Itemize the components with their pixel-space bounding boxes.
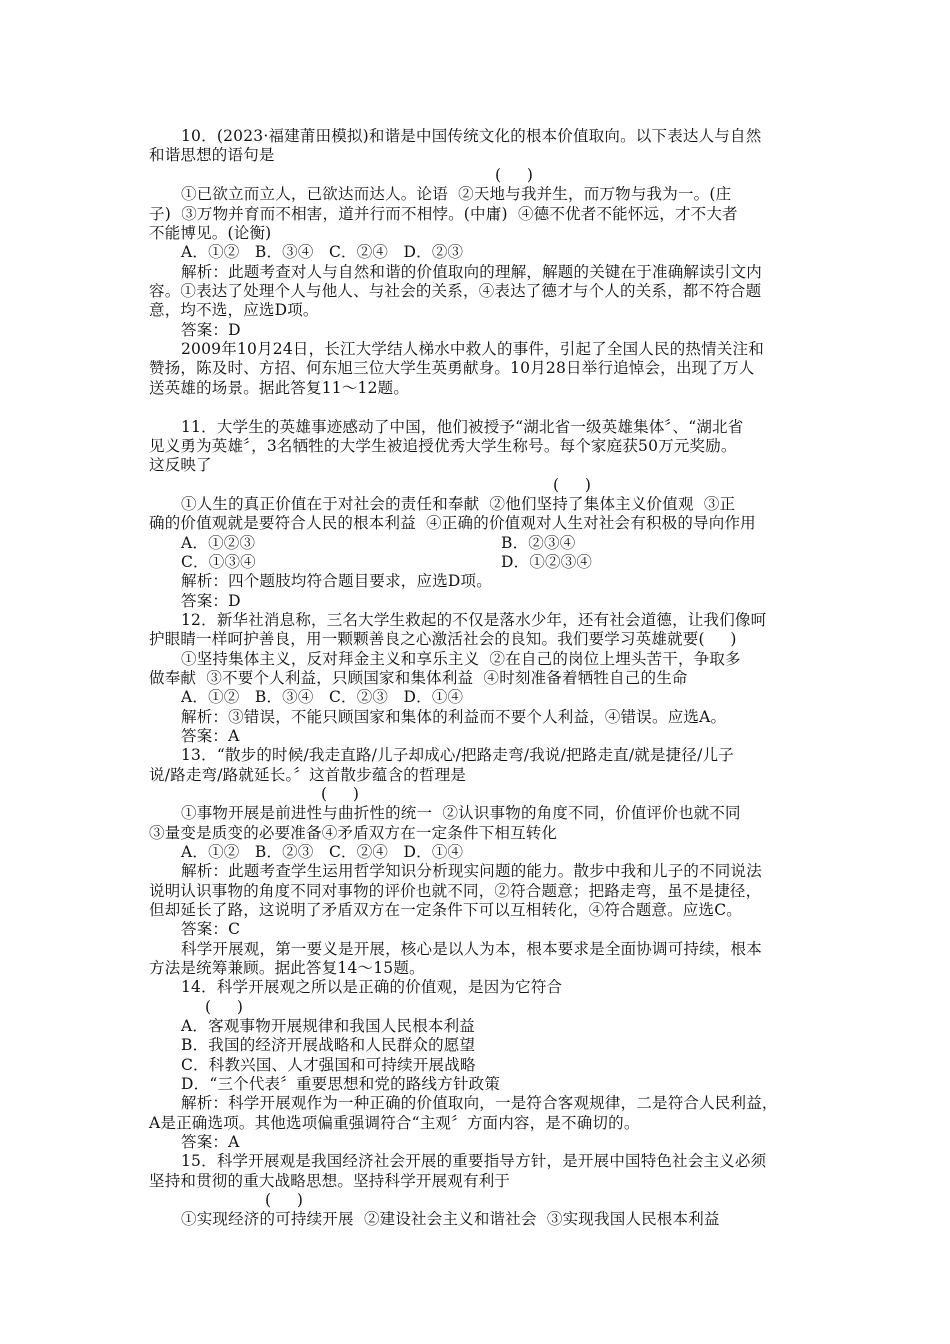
q12-options-line-1: ①坚持集体主义，反对拜金主义和享乐主义 ②在自己的岗位上埋头苦干，争取多: [181, 650, 741, 668]
q15-options-line-1: ①实现经济的可持续开展 ②建设社会主义和谐社会 ③实现我国人民根本利益: [181, 1210, 720, 1228]
q13-analysis-line-3: 但却延长了路，这说明了矛盾双方在一定条件下可以互相转化，④符合题意。应选C。: [149, 901, 742, 919]
q14-option-a: A．客观事物开展规律和我国人民根本利益: [181, 1017, 475, 1035]
q13-choices: A．①② B．②③ C．②④ D．①④: [181, 843, 464, 861]
q12-choices: A．①② B．③④ C．②③ D．①④: [181, 688, 464, 706]
q15-stem-line-2: 坚持和贯彻的重大战略思想。坚持科学开展观有利于: [149, 1172, 511, 1190]
q10-options-line-3: 不能博见。(论衡): [149, 224, 272, 242]
q15-answer-blank: ( ): [265, 1191, 304, 1209]
q12-options-line-2: 做奉献 ③不要个人利益，只顾国家和集体利益 ④时刻准备着牺牲自己的生命: [149, 669, 688, 687]
q11-choice-c: C．①③④: [181, 553, 256, 571]
q13-analysis-line-2: 说明认识事物的角度不同对事物的评价也就不同，②符合题意；把路走弯，虽不是捷径，: [149, 882, 762, 900]
q10-answer-blank: ( ): [495, 166, 534, 184]
q14-stem: 14．科学开展观之所以是正确的价值观，是因为它符合: [181, 978, 563, 996]
q10-options-line-2: 子) ③万物并育而不相害，道并行而不相悖。(中庸) ④德不优者不能怀远，才不大者: [149, 205, 738, 223]
q14-analysis-line-2: A是正确选项。其他选项偏重强调符合“主观〞方面内容，是不确切的。: [149, 1114, 640, 1132]
material-1-line-1: 2009年10月24日，长江大学结人梯水中救人的事件，引起了全国人民的热情关注和: [181, 340, 764, 358]
q11-choice-a: A．①②③: [181, 534, 256, 552]
material-2-line-2: 方法是统筹兼顾。据此答复14～15题。: [149, 959, 425, 977]
q12-stem-line-1: 12．新华社消息称，三名大学生救起的不仅是落水少年，还有社会道德，让我们像呵: [181, 611, 767, 629]
q13-stem-line-1: 13．“散步的时候/我走直路/儿子却成心/把路走弯/我说/把路走直/就是捷径/儿子: [181, 746, 734, 764]
material-1-line-3: 送英雄的场景。据此答复11～12题。: [149, 379, 410, 397]
q15-stem-line-1: 15．科学开展观是我国经济社会开展的重要指导方针，是开展中国特色社会主义必须: [181, 1152, 767, 1170]
q12-stem-line-2: 护眼睛一样呵护善良，用一颗颗善良之心激活社会的良知。我们要学习英雄就要( ): [149, 630, 737, 648]
q13-analysis-line-1: 解析：此题考查学生运用哲学知识分析现实问题的能力。散步中我和儿子的不同说法: [181, 862, 762, 880]
q10-stem-line-2: 和谐思想的语句是: [149, 146, 275, 164]
q13-stem-line-2: 说/路走弯/路就延长。〞这首散步蕴含的哲理是: [149, 766, 467, 784]
q11-choice-b: B．②③④: [501, 534, 576, 552]
q10-analysis-line-1: 解析：此题考查对人与自然和谐的价值取向的理解，解题的关键在于准确解读引文内: [181, 263, 762, 281]
q11-analysis: 解析：四个题肢均符合题目要求，应选D项。: [181, 572, 492, 590]
q10-stem-line-1: 10．(2023·福建莆田模拟)和谐是中国传统文化的根本价值取向。以下表达人与自然: [181, 127, 762, 145]
q10-analysis-line-3: 意，均不选，应选D项。: [149, 301, 319, 319]
q10-analysis-line-2: 容。①表达了处理个人与他人、与社会的关系，④表达了德才与个人的关系，都不符合题: [149, 282, 762, 300]
q13-options-line-2: ③量变是质变的必要准备④矛盾双方在一定条件下相互转化: [149, 824, 558, 842]
material-2-line-1: 科学开展观，第一要义是开展，核心是以人为本，根本要求是全面协调可持续，根本: [181, 940, 762, 958]
q10-choices: A．①② B．③④ C．②④ D．②③: [181, 243, 464, 261]
q11-stem-line-1: 11．大学生的英雄事迹感动了中国，他们被授予“湖北省一级英雄集体〞、“湖北省: [181, 418, 744, 436]
q11-stem-line-3: 这反映了: [149, 456, 212, 474]
q10-options-line-1: ①已欲立而立人，已欲达而达人。论语 ②天地与我并生，而万物与我为一。(庄: [181, 185, 732, 203]
q13-answer-blank: ( ): [321, 785, 360, 803]
q12-analysis: 解析：③错误，不能只顾国家和集体的利益而不要个人利益，④错误。应选A。: [181, 708, 727, 726]
q11-options-line-2: 确的价值观就是要符合人民的根本利益 ④正确的价值观对人生对社会有积极的导向作用: [149, 514, 756, 532]
q11-choice-d: D．①②③④: [501, 553, 593, 571]
q11-options-line-1: ①人生的真正价值在于对社会的责任和奉献 ②他们坚持了集体主义价值观 ③正: [181, 495, 736, 513]
q12-answer: 答案：A: [181, 727, 240, 745]
q13-answer: 答案：C: [181, 920, 241, 938]
q11-stem-line-2: 见义勇为英雄〞，3名牺牲的大学生被追授优秀大学生称号。每个家庭获50万元奖励。: [149, 437, 737, 455]
q13-options-line-1: ①事物开展是前进性与曲折性的统一 ②认识事物的角度不同，价值评价也就不同: [181, 804, 741, 822]
q14-option-d: D．“三个代表〞重要思想和党的路线方针政策: [181, 1075, 501, 1093]
q14-option-b: B．我国的经济开展战略和人民群众的愿望: [181, 1036, 476, 1054]
q14-answer: 答案：A: [181, 1133, 240, 1151]
q10-answer: 答案：D: [181, 321, 241, 339]
q11-answer-blank: ( ): [553, 476, 592, 494]
q11-answer: 答案：D: [181, 592, 241, 610]
q14-analysis-line-1: 解析：科学开展观作为一种正确的价值取向，一是符合客观规律，二是符合人民利益，: [181, 1094, 778, 1112]
material-1-line-2: 赞扬，陈及时、方招、何东旭三位大学生英勇献身。10月28日举行追悼会，出现了万人: [149, 359, 755, 377]
q14-option-c: C．科教兴国、人才强国和可持续开展战略: [181, 1056, 476, 1074]
q14-answer-blank: ( ): [205, 998, 244, 1016]
